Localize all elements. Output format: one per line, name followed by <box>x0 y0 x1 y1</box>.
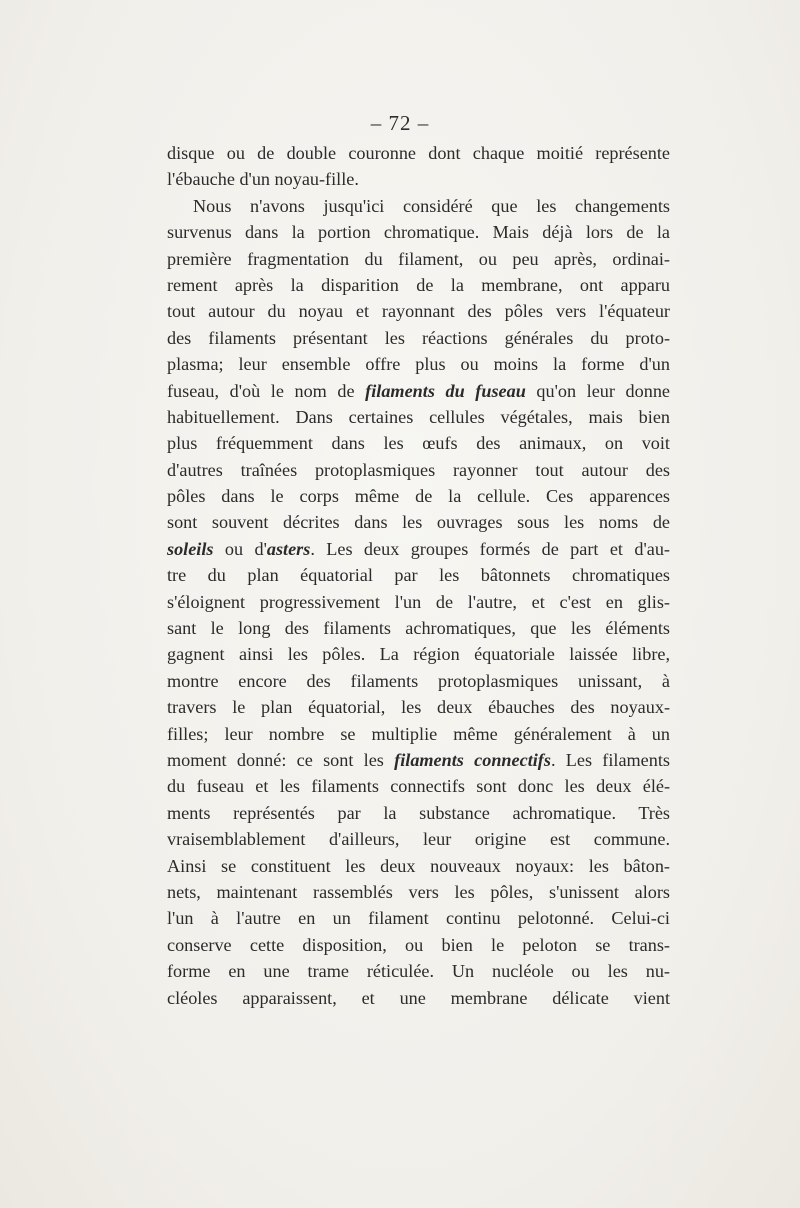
text-line <box>167 325 670 351</box>
text-line <box>167 694 670 720</box>
text-line <box>167 483 670 509</box>
text-segment: du fuseau et les filaments connectifs sont donc les deux élé- <box>167 776 670 797</box>
text-segment: survenus dans la portion chromatique. Mais déjà lors de la <box>167 222 670 243</box>
text-line <box>167 615 670 641</box>
text-line <box>167 351 670 377</box>
text-line <box>167 219 670 245</box>
text-segment: Nous n'avons jusqu'ici considéré que les changements <box>193 195 670 216</box>
text-segment: . Les deux groupes formés de part et d'au- <box>310 538 670 559</box>
page-number: – 72 – <box>370 111 430 135</box>
text-segment: habituellement. Dans certaines cellules végétales, mais bien <box>167 406 670 427</box>
text-segment: gagnent ainsi les pôles. La région équatoriale laissée libre, <box>167 644 670 665</box>
text-segment: nets, maintenant rassemblés vers les pôles, s'unissent alors <box>167 881 670 902</box>
italic-term: filaments connectifs <box>394 749 551 770</box>
text-segment: première fragmentation du filament, ou peu après, ordinai- <box>167 248 670 269</box>
text-segment: forme en une trame réticulée. Un nucléole ou les nu- <box>167 961 670 982</box>
text-segment: plasma; leur ensemble offre plus ou moins la forme d'un <box>167 354 670 375</box>
text-line <box>167 826 670 852</box>
text-segment: plus fréquemment dans les œufs des animaux, on voit <box>167 433 670 454</box>
text-line <box>167 562 670 588</box>
body-text <box>167 140 670 1011</box>
text-segment: fuseau, d'où le nom de <box>167 380 366 401</box>
italic-term: filaments du fuseau <box>365 380 526 401</box>
text-segment: l'ébauche d'un noyau-fille. <box>167 169 359 190</box>
text-line <box>167 404 670 430</box>
text-segment: montre encore des filaments protoplasmiques unissant, à <box>167 670 670 691</box>
text-segment: ou d' <box>213 538 267 559</box>
text-segment: tre du plan équatorial par les bâtonnets chromatiques <box>167 565 670 586</box>
text-line <box>167 668 670 694</box>
text-line <box>167 905 670 931</box>
text-segment: . Les filaments <box>550 749 670 770</box>
text-segment: s'éloignent progressivement l'un de l'autre, et c'est en glis- <box>167 591 670 612</box>
text-line <box>167 378 670 404</box>
text-segment: filles; leur nombre se multiplie même généralement à un <box>167 723 670 744</box>
text-segment: travers le plan équatorial, les deux ébauches des noyaux- <box>167 697 670 718</box>
text-line <box>167 272 670 298</box>
text-segment: sont souvent décrites dans les ouvrages sous les noms de <box>167 512 670 533</box>
text-segment: l'un à l'autre en un filament continu pelotonné. Celui-ci <box>167 908 670 929</box>
text-line <box>167 932 670 958</box>
text-line <box>167 985 670 1011</box>
text-line <box>167 958 670 984</box>
text-line <box>167 747 670 773</box>
text-segment: des filaments présentant les réactions générales du proto- <box>167 327 670 348</box>
text-segment: d'autres traînées protoplasmiques rayonner tout autour des <box>167 459 670 480</box>
text-segment: conserve cette disposition, ou bien le peloton se trans- <box>167 934 670 955</box>
text-segment: moment donné: ce sont les <box>167 749 395 770</box>
text-segment: vraisemblablement d'ailleurs, leur origine est commune. <box>167 829 670 850</box>
text-line <box>167 800 670 826</box>
text-segment: ments représentés par la substance achromatique. Très <box>167 802 670 823</box>
text-line <box>167 773 670 799</box>
text-line <box>167 853 670 879</box>
text-line <box>167 509 670 535</box>
text-line <box>167 641 670 667</box>
text-line <box>167 246 670 272</box>
text-segment: qu'on leur donne <box>525 380 670 401</box>
text-segment: disque ou de double couronne dont chaque moitié représente <box>167 143 670 163</box>
italic-term: asters <box>266 538 311 559</box>
text-line <box>167 193 670 219</box>
text-segment: pôles dans le corps même de la cellule. Ces apparences <box>167 486 670 507</box>
text-line <box>167 879 670 905</box>
text-line <box>167 536 670 562</box>
text-segment: cléoles apparaissent, et une membrane délicate vient <box>167 987 670 1008</box>
text-line <box>167 430 670 456</box>
text-line <box>167 457 670 483</box>
text-line <box>167 589 670 615</box>
text-line <box>167 721 670 747</box>
text-line <box>167 298 670 324</box>
text-line <box>167 140 670 166</box>
text-line <box>167 166 670 192</box>
text-segment: sant le long des filaments achromatiques, que les éléments <box>167 618 670 639</box>
text-segment: tout autour du noyau et rayonnant des pôles vers l'équateur <box>167 301 670 322</box>
text-segment: Ainsi se constituent les deux nouveaux noyaux: les bâton- <box>167 855 670 876</box>
italic-term: soleils <box>167 538 214 559</box>
text-segment: rement après la disparition de la membrane, ont apparu <box>167 274 670 295</box>
